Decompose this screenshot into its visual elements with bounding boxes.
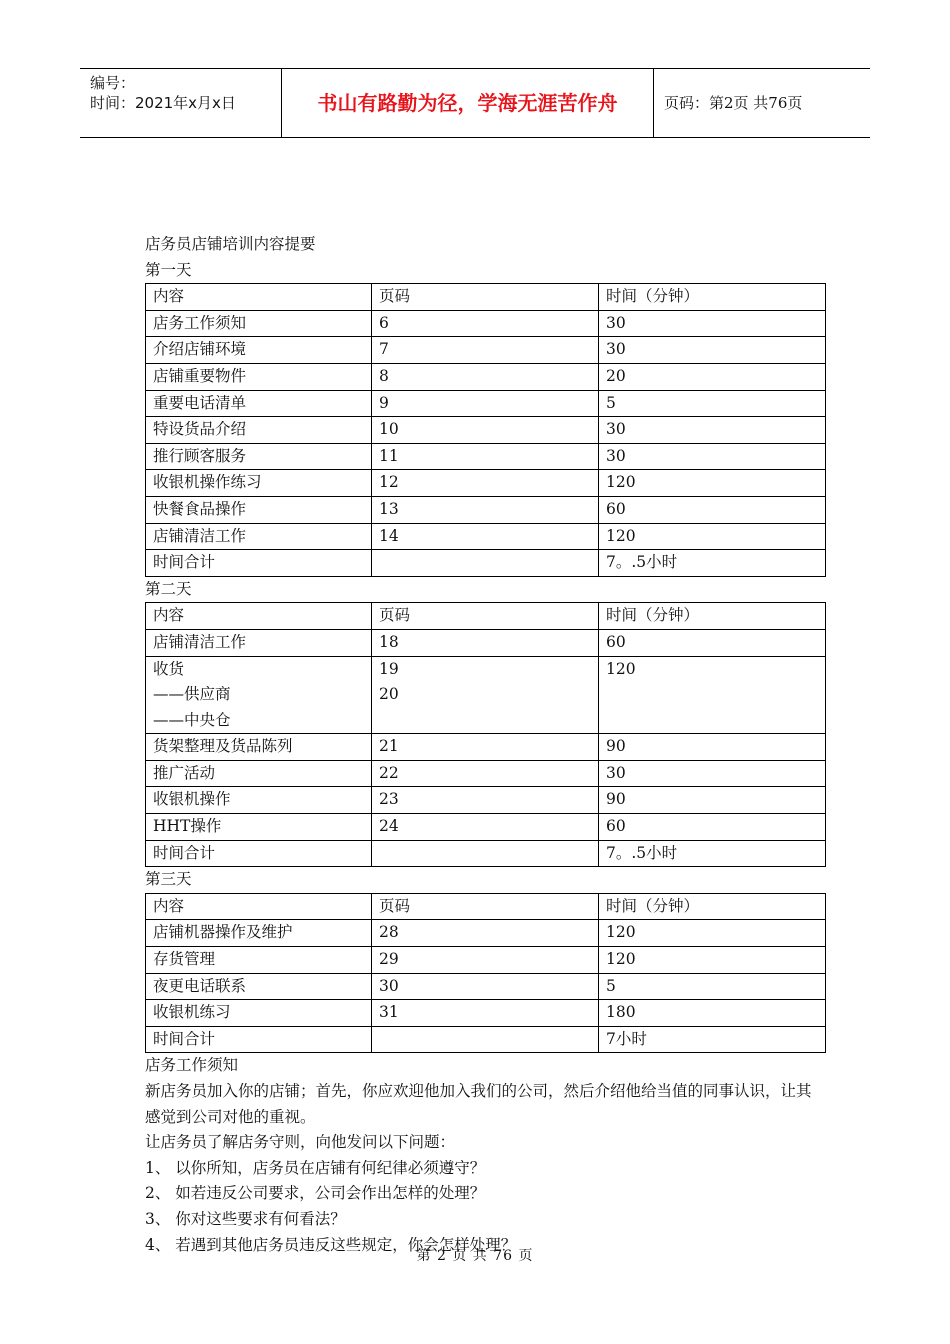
time-cell: 120 xyxy=(599,947,826,974)
column-header: 内容 xyxy=(146,284,372,311)
page-number: 31 xyxy=(379,1003,399,1022)
page-number: 18 xyxy=(379,632,399,651)
table-header-row xyxy=(146,284,826,311)
time-cell: 120 xyxy=(599,523,826,550)
table-row xyxy=(146,390,826,417)
header-page-info: 页码：第2页 共76页 xyxy=(664,94,803,112)
page-number: 8 xyxy=(379,366,389,385)
content-text: 时间合计 xyxy=(153,553,216,572)
day-schedule-table xyxy=(145,893,826,1054)
content-cell xyxy=(146,947,372,974)
content-cell xyxy=(146,973,372,1000)
content-cell xyxy=(146,550,372,577)
page-number: 10 xyxy=(379,420,399,439)
content-text: 店铺清洁工作 xyxy=(153,526,247,545)
content-cell xyxy=(146,443,372,470)
content-text: 收货 xyxy=(153,659,185,678)
time-cell: 60 xyxy=(599,629,826,656)
question-item: 3、 你对这些要求有何看法？ xyxy=(145,1209,346,1228)
time-cell: 60 xyxy=(599,496,826,523)
page-cell xyxy=(372,760,599,787)
page-cell xyxy=(372,920,599,947)
page-cell xyxy=(372,787,599,814)
page-cell xyxy=(372,310,599,337)
content-text: 收银机操作练习 xyxy=(153,473,262,492)
table-row xyxy=(146,760,826,787)
table-row xyxy=(146,1026,826,1053)
page-cell xyxy=(372,814,599,841)
time-cell: 30 xyxy=(599,443,826,470)
page-cell xyxy=(372,417,599,444)
page-number: 6 xyxy=(379,313,389,332)
day-title: 第二天 xyxy=(145,579,192,598)
table-row xyxy=(146,787,826,814)
content-cell xyxy=(146,760,372,787)
page-cell xyxy=(372,470,599,497)
document-date-label: 时间：2021年x月x日 xyxy=(90,94,236,112)
content-text: 快餐食品操作 xyxy=(153,499,247,518)
content-text: 时间合计 xyxy=(153,843,216,862)
content-cell xyxy=(146,814,372,841)
content-cell xyxy=(146,417,372,444)
page-cell xyxy=(372,734,599,761)
table-row xyxy=(146,470,826,497)
time-cell: 120 xyxy=(599,470,826,497)
column-header: 页码 xyxy=(372,893,599,920)
page-cell xyxy=(372,496,599,523)
page-number: 12 xyxy=(379,473,399,492)
time-cell: 20 xyxy=(599,363,826,390)
time-cell: 90 xyxy=(599,787,826,814)
time-cell: 120 xyxy=(599,656,826,734)
question-item: 4、 若遇到其他店务员违反这些规定，你会怎样处理？ xyxy=(145,1235,517,1254)
page-number: 22 xyxy=(379,763,399,782)
content-cell xyxy=(146,840,372,867)
content-text: 店铺重要物件 xyxy=(153,366,247,385)
content-text: 收银机操作 xyxy=(153,790,231,809)
header-meta xyxy=(80,69,282,137)
content-cell xyxy=(146,920,372,947)
content-cell xyxy=(146,363,372,390)
page-number: 23 xyxy=(379,790,399,809)
section-title: 店务工作须知 xyxy=(145,1056,239,1075)
page-cell xyxy=(372,390,599,417)
page-cell xyxy=(372,1026,599,1053)
content-cell xyxy=(146,656,372,734)
content-cell xyxy=(146,390,372,417)
document-body xyxy=(145,232,825,1258)
table-row xyxy=(146,496,826,523)
content-cell xyxy=(146,496,372,523)
table-row xyxy=(146,310,826,337)
content-text: 推行顾客服务 xyxy=(153,446,247,465)
page-number: 21 xyxy=(379,737,399,756)
page-cell xyxy=(372,840,599,867)
day-schedule-table xyxy=(145,602,826,867)
page-cell xyxy=(372,523,599,550)
content-cell xyxy=(146,734,372,761)
time-cell: 60 xyxy=(599,814,826,841)
time-cell: 30 xyxy=(599,310,826,337)
content-text: 特设货品介绍 xyxy=(153,420,247,439)
table-row xyxy=(146,973,826,1000)
content-cell xyxy=(146,470,372,497)
content-text: 时间合计 xyxy=(153,1029,216,1048)
page-cell xyxy=(372,973,599,1000)
table-row xyxy=(146,656,826,734)
page-number: 14 xyxy=(379,526,399,545)
day-title: 第三天 xyxy=(145,870,192,889)
table-row xyxy=(146,814,826,841)
table-row xyxy=(146,337,826,364)
page-cell xyxy=(372,629,599,656)
document-number-label: 编号： xyxy=(90,74,136,92)
page-number: 9 xyxy=(379,393,389,412)
question-item: 1、 以你所知，店务员在店铺有何纪律必须遵守？ xyxy=(145,1158,486,1177)
page-number: 19 xyxy=(379,659,399,678)
page-number: 29 xyxy=(379,950,399,969)
content-text: 店铺机器操作及维护 xyxy=(153,923,293,942)
page-header xyxy=(80,68,870,138)
time-cell: 30 xyxy=(599,760,826,787)
table-row xyxy=(146,363,826,390)
page-number: 30 xyxy=(379,976,399,995)
column-header: 时间（分钟） xyxy=(599,284,826,311)
table-header-row xyxy=(146,893,826,920)
column-header: 时间（分钟） xyxy=(599,603,826,630)
column-header: 时间（分钟） xyxy=(599,893,826,920)
training-schedule xyxy=(145,258,825,1054)
page-cell xyxy=(372,1000,599,1027)
document-title: 店务员店铺培训内容提要 xyxy=(145,235,316,253)
column-header: 页码 xyxy=(372,603,599,630)
content-cell xyxy=(146,1026,372,1053)
day-title: 第一天 xyxy=(145,260,192,279)
content-text: 存货管理 xyxy=(153,950,216,969)
table-row xyxy=(146,629,826,656)
content-text: 收银机练习 xyxy=(153,1003,231,1022)
question-item: 2、 如若违反公司要求，公司会作出怎样的处理？ xyxy=(145,1184,486,1203)
page-number: 20 xyxy=(379,685,399,704)
table-row xyxy=(146,840,826,867)
time-cell: 180 xyxy=(599,1000,826,1027)
column-header: 内容 xyxy=(146,603,372,630)
time-cell: 120 xyxy=(599,920,826,947)
column-header: 页码 xyxy=(372,284,599,311)
table-row xyxy=(146,417,826,444)
time-cell: 5 xyxy=(599,390,826,417)
content-cell xyxy=(146,1000,372,1027)
table-row xyxy=(146,947,826,974)
table-row xyxy=(146,1000,826,1027)
day-schedule-table xyxy=(145,283,826,577)
content-text: 店务工作须知 xyxy=(153,313,247,332)
page-cell xyxy=(372,656,599,734)
table-row xyxy=(146,734,826,761)
table-row xyxy=(146,550,826,577)
content-text: ——供应商 xyxy=(153,685,231,704)
time-cell: 30 xyxy=(599,337,826,364)
page-footer: 第 2 页 共 76 页 xyxy=(416,1248,534,1264)
time-cell: 90 xyxy=(599,734,826,761)
page-number: 13 xyxy=(379,499,399,518)
section-paragraph-intro: 新店务员加入你的店铺；首先，你应欢迎他加入我们的公司，然后介绍他给当值的同事认识，让其感觉到公司对他的重视。 xyxy=(145,1082,812,1126)
content-cell xyxy=(146,787,372,814)
content-cell xyxy=(146,629,372,656)
content-text: 店铺清洁工作 xyxy=(153,632,247,651)
column-header: 内容 xyxy=(146,893,372,920)
content-text: 重要电话清单 xyxy=(153,393,247,412)
content-text: 夜更电话联系 xyxy=(153,976,247,995)
table-row xyxy=(146,523,826,550)
page-cell xyxy=(372,337,599,364)
page-number: 11 xyxy=(379,446,399,465)
content-text: 货架整理及货品陈列 xyxy=(153,737,293,756)
page-number: 7 xyxy=(379,340,389,359)
page-cell xyxy=(372,947,599,974)
header-motto: 书山有路勤为径，学海无涯苦作舟 xyxy=(282,69,654,137)
content-cell xyxy=(146,310,372,337)
page-cell xyxy=(372,443,599,470)
time-cell: 30 xyxy=(599,417,826,444)
question-list xyxy=(145,1156,825,1258)
time-cell: 7。.5小时 xyxy=(599,550,826,577)
content-cell xyxy=(146,337,372,364)
table-row xyxy=(146,920,826,947)
content-cell xyxy=(146,523,372,550)
content-text: 介绍店铺环境 xyxy=(153,340,247,359)
page-number: 24 xyxy=(379,817,399,836)
time-cell: 7小时 xyxy=(599,1026,826,1053)
table-row xyxy=(146,443,826,470)
time-cell: 7。.5小时 xyxy=(599,840,826,867)
content-text: HHT操作 xyxy=(153,817,222,836)
table-header-row xyxy=(146,603,826,630)
section-paragraph-questions-lead: 让店务员了解店务守则，向他发问以下问题： xyxy=(145,1133,456,1152)
time-cell: 5 xyxy=(599,973,826,1000)
content-text: 推广活动 xyxy=(153,763,216,782)
page-cell xyxy=(372,550,599,577)
content-text: ——中央仓 xyxy=(153,710,231,729)
page-cell xyxy=(372,363,599,390)
page-number: 28 xyxy=(379,923,399,942)
